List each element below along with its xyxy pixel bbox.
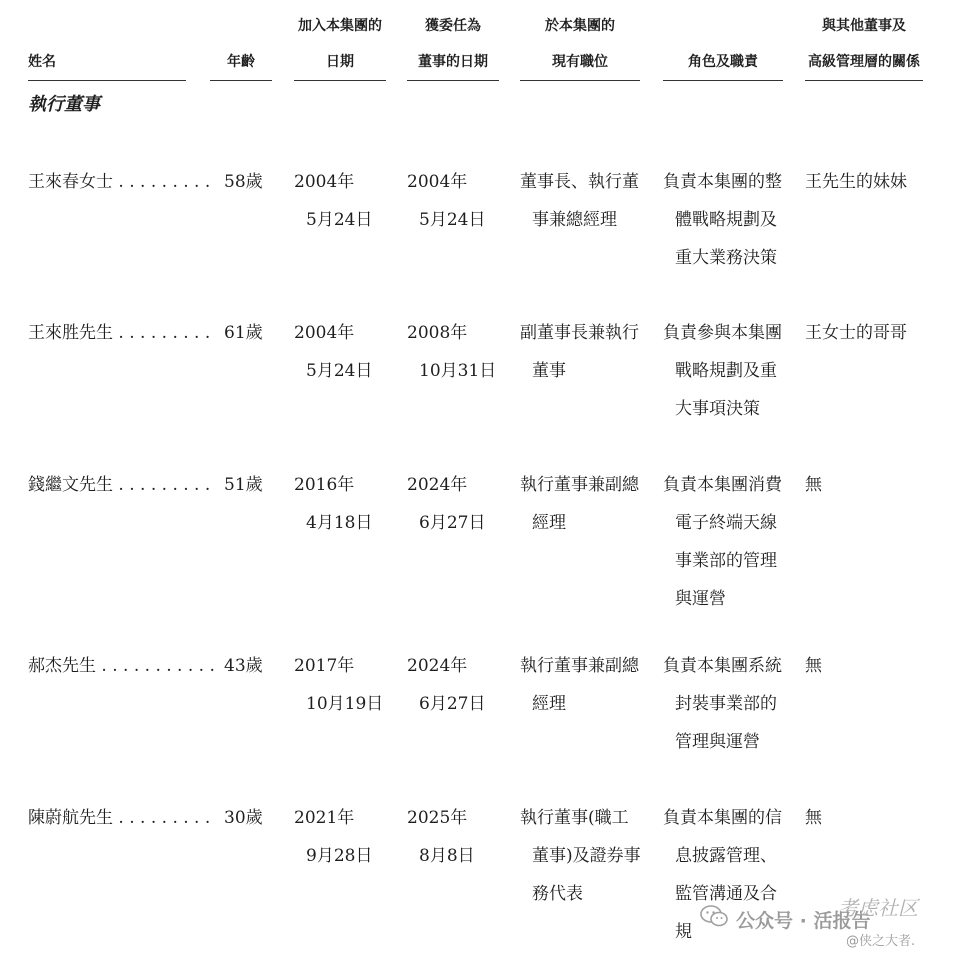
row-1-join-date	[294, 163, 372, 239]
row-3-role-line-2: 電子終端天線	[675, 513, 777, 533]
wechat-icon	[700, 904, 728, 928]
header-position	[520, 8, 640, 81]
row-4-role-line-1: 負責本集團系統	[663, 656, 782, 676]
row-4-position-line-2: 經理	[532, 694, 566, 714]
row-4-name: 郝杰先生 . . . . . . . . . . .	[28, 656, 215, 676]
row-1-position	[520, 163, 639, 239]
row-4-join-year: 2017年	[294, 656, 355, 676]
row-4-join-day: 10月19日	[306, 694, 384, 714]
row-3-role-line-4: 與運營	[675, 589, 726, 609]
watermark-site: 考虑社区	[838, 896, 918, 920]
row-4-role-line-2: 封裝事業部的	[675, 694, 777, 714]
row-2-position-line-1: 副董事長兼執行	[520, 323, 639, 343]
row-2-role-line-3: 大事項決策	[675, 399, 760, 419]
row-5-role-line-4: 規	[675, 922, 692, 942]
row-3-appt-day: 6月27日	[419, 513, 486, 533]
header-appointed-date	[407, 8, 499, 81]
row-1-join-year: 2004年	[294, 172, 355, 192]
row-4-role-line-3: 管理與運營	[675, 732, 760, 752]
header-role-line-2: 角色及職責	[688, 54, 758, 70]
row-3-name: 錢繼文先生 . . . . . . . . .	[28, 475, 211, 495]
header-position-line-2: 現有職位	[552, 54, 608, 70]
row-1-appt-year: 2004年	[407, 172, 468, 192]
row-4-join-date	[294, 647, 383, 723]
row-1-join-day: 5月24日	[306, 210, 373, 230]
row-2-appt-year: 2008年	[407, 323, 468, 343]
row-4-relationship: 無	[805, 656, 822, 676]
row-3-relationship: 無	[805, 475, 822, 495]
header-join-date-line-1: 加入本集團的	[298, 18, 382, 34]
row-5-name: 陳蔚航先生 . . . . . . . . .	[28, 808, 211, 828]
header-name-line: 姓名	[28, 54, 56, 70]
row-5-position-line-3: 務代表	[532, 884, 583, 904]
row-5-relationship: 無	[805, 808, 822, 828]
row-2-role-line-2: 戰略規劃及重	[675, 361, 777, 381]
row-5-age: 30歲	[224, 808, 263, 828]
header-role	[663, 8, 783, 81]
row-3-position-line-2: 經理	[532, 513, 566, 533]
row-5-appointed-date	[407, 799, 475, 875]
watermark-account: 公众号 · 活报告	[736, 910, 871, 932]
row-2-appointed-date	[407, 314, 496, 390]
row-4-appt-year: 2024年	[407, 656, 468, 676]
row-5-appt-day: 8月8日	[419, 846, 475, 866]
row-5-position	[520, 799, 641, 913]
row-4-position-line-1: 執行董事兼副總	[520, 656, 639, 676]
row-4-appt-day: 6月27日	[419, 694, 486, 714]
row-3-role-line-1: 負責本集團消費	[663, 475, 782, 495]
row-5-join-date	[294, 799, 372, 875]
header-position-line-1: 於本集團的	[545, 18, 615, 34]
row-3-age: 51歲	[224, 475, 263, 495]
row-2-relationship: 王女士的哥哥	[805, 323, 907, 343]
row-2-join-day: 5月24日	[306, 361, 373, 381]
row-1-relationship: 王先生的妹妹	[805, 172, 907, 192]
row-3-role	[663, 466, 782, 618]
row-1-position-line-1: 董事長、執行董	[520, 172, 639, 192]
row-1-appointed-date	[407, 163, 485, 239]
row-2-appt-day: 10月31日	[419, 361, 497, 381]
row-5-role-line-2: 息披露管理、	[675, 846, 777, 866]
row-5-join-year: 2021年	[294, 808, 355, 828]
watermark-handle: @侠之大者.	[846, 934, 916, 949]
header-appointed-date-line-2: 董事的日期	[418, 54, 488, 70]
section-title: 執行董事	[28, 94, 100, 115]
row-2-role	[663, 314, 782, 428]
header-join-date-line-2: 日期	[326, 54, 354, 70]
row-4-role	[663, 647, 782, 761]
row-1-name: 王來春女士 . . . . . . . . .	[28, 172, 211, 192]
row-3-position-line-1: 執行董事兼副總	[520, 475, 639, 495]
header-relationship	[805, 8, 923, 81]
row-1-role	[663, 163, 782, 277]
row-5-role-line-1: 負責本集團的信	[663, 808, 782, 828]
row-5-position-line-1: 執行董事(職工	[520, 808, 629, 828]
row-5-position-line-2: 董事)及證券事	[532, 846, 641, 866]
row-2-name: 王來胜先生 . . . . . . . . .	[28, 323, 211, 343]
row-2-join-year: 2004年	[294, 323, 355, 343]
row-2-join-date	[294, 314, 372, 390]
row-2-age: 61歲	[224, 323, 263, 343]
header-join-date	[294, 8, 386, 81]
row-2-position-line-2: 董事	[532, 361, 566, 381]
row-1-role-line-3: 重大業務決策	[675, 248, 777, 268]
header-relationship-line-2: 高級管理層的關係	[808, 54, 920, 70]
row-1-role-line-1: 負責本集團的整	[663, 172, 782, 192]
header-role-line-1	[663, 8, 783, 44]
row-3-join-date	[294, 466, 372, 542]
row-3-position	[520, 466, 639, 542]
header-name	[28, 44, 186, 81]
row-4-appointed-date	[407, 647, 485, 723]
row-4-age: 43歲	[224, 656, 263, 676]
row-3-join-year: 2016年	[294, 475, 355, 495]
row-4-position	[520, 647, 639, 723]
row-3-appt-year: 2024年	[407, 475, 468, 495]
row-3-appointed-date	[407, 466, 485, 542]
row-2-position	[520, 314, 639, 390]
row-5-join-day: 9月28日	[306, 846, 373, 866]
row-2-role-line-1: 負責參與本集團	[663, 323, 782, 343]
header-age-line: 年齡	[227, 54, 255, 70]
row-5-appt-year: 2025年	[407, 808, 468, 828]
row-1-position-line-2: 事兼總經理	[532, 210, 617, 230]
row-1-role-line-2: 體戰略規劃及	[675, 210, 777, 230]
row-1-age: 58歲	[224, 172, 263, 192]
row-3-role-line-3: 事業部的管理	[675, 551, 777, 571]
header-age	[210, 44, 272, 81]
header-relationship-line-1: 與其他董事及	[822, 18, 906, 34]
header-appointed-date-line-1: 獲委任為	[425, 18, 481, 34]
row-3-join-day: 4月18日	[306, 513, 373, 533]
row-5-role-line-3: 監管溝通及合	[675, 884, 777, 904]
row-1-appt-day: 5月24日	[419, 210, 486, 230]
